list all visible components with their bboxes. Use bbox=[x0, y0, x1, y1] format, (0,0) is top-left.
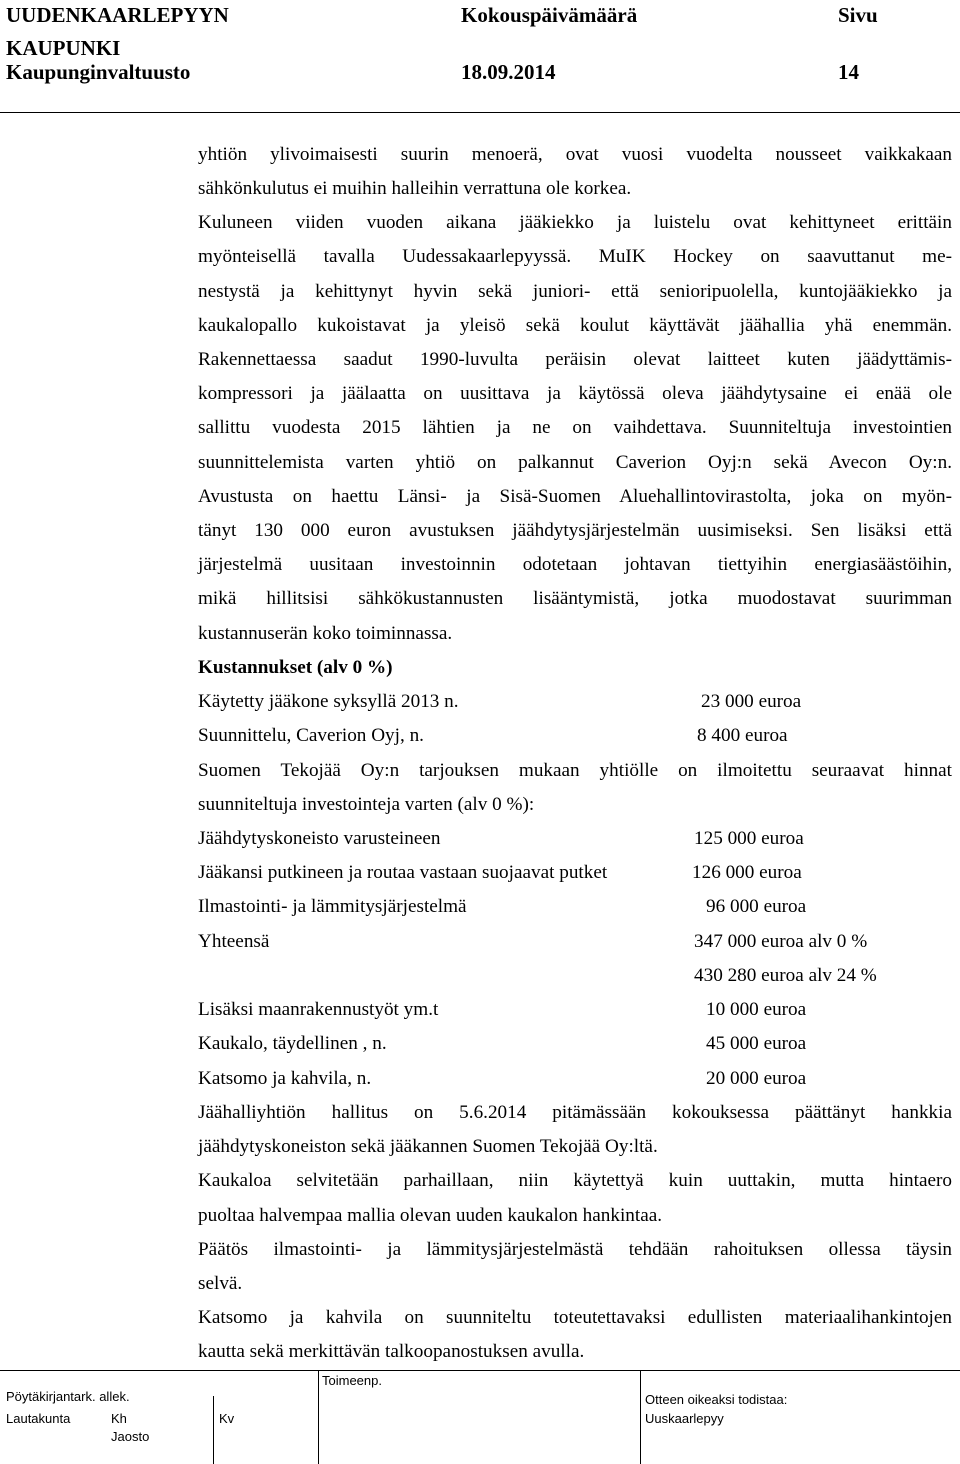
offer-item-amount: 96 000 euroa bbox=[706, 896, 807, 917]
body-line: Kaukaloa selvitetään parhaillaan, niin käytettyä kuin uuttakin, mutta hintaero bbox=[198, 1170, 952, 1191]
meeting-date: 18.09.2014 bbox=[461, 60, 556, 84]
body-line: mikä hillitsisi sähkökustannusten lisääntymistä, jotka muodostavat suurimman bbox=[198, 588, 952, 609]
body-line: selvä. bbox=[198, 1273, 243, 1294]
org-name-line2: KAUPUNKI bbox=[6, 36, 121, 60]
body-line: kustannuserän koko toiminnassa. bbox=[198, 623, 453, 644]
offer-item-label: Ilmastointi- ja lämmitysjärjestelmä bbox=[198, 896, 467, 917]
footer-col-kh: Kh bbox=[111, 1411, 127, 1426]
footer-col-board: Lautakunta bbox=[6, 1411, 71, 1426]
footer-city: Uuskaarlepyy bbox=[645, 1411, 724, 1426]
cost-amount: 23 000 euroa bbox=[701, 691, 802, 712]
body-line: kompressori ja jäälaatta on uusittava ja käytössä oleva jäähdytysaine ei enää ole bbox=[198, 383, 952, 404]
footer-col-kv: Kv bbox=[219, 1411, 235, 1426]
page-number: 14 bbox=[838, 60, 859, 84]
offer-item-amount: 125 000 euroa bbox=[694, 828, 804, 849]
cost-label: Suunnittelu, Caverion Oyj, n. bbox=[198, 725, 424, 746]
cost-label: Käytetty jääkone syksyllä 2013 n. bbox=[198, 691, 459, 712]
footer-divider bbox=[318, 1370, 319, 1464]
offer-total-label: Yhteensä bbox=[198, 931, 270, 952]
footer-col-section: Jaosto bbox=[111, 1429, 150, 1444]
offer-item-amount: 45 000 euroa bbox=[706, 1033, 807, 1054]
body-line: yhtiön ylivoimaisesti suurin menoerä, ovat vuosi vuodelta nousseet vaikkakaan bbox=[198, 144, 952, 165]
body-line: nestystä ja kehittynyt hyvin sekä juniori- että senioripuolella, kuntojääkiekko ja bbox=[198, 281, 952, 302]
date-label: Kokouspäivämäärä bbox=[461, 3, 638, 27]
body-line: suunnittelemista varten yhtiö on palkannut Caverion Oyj:n sekä Avecon Oy:n. bbox=[198, 452, 952, 473]
offer-item-label: Lisäksi maanrakennustyöt ym.t bbox=[198, 999, 439, 1020]
body-line: myönteisellä tavalla Uudessakaarlepyyssä. MuIK Hockey on saavuttanut me- bbox=[198, 246, 952, 267]
body-line: jäähdytyskoneiston sekä jääkannen Suomen Tekojää Oy:ltä. bbox=[198, 1136, 658, 1157]
body-line: kautta sekä merkittävän talkoopanostuksen avulla. bbox=[198, 1341, 585, 1362]
offer-item-label: Kaukalo, täydellinen , n. bbox=[198, 1033, 387, 1054]
body-line: Kuluneen viiden vuoden aikana jääkiekko ja luistelu ovat kehittyneet erittäin bbox=[198, 212, 952, 233]
body-line: kaukalopallo kukoistavat ja yleisö sekä koulut käyttävät jäähallia yhä enemmän. bbox=[198, 315, 952, 336]
offer-item-label: Jääkansi putkineen ja routaa vastaan suojaavat putket bbox=[198, 862, 608, 883]
body-line: Suomen Tekojää Oy:n tarjouksen mukaan yhtiölle on ilmoitettu seuraavat hinnat bbox=[198, 760, 952, 781]
body-line: suunniteltuja investointeja varten (alv 0 %): bbox=[198, 794, 535, 815]
header-divider bbox=[0, 112, 960, 113]
offer-total-amount: 347 000 euroa alv 0 % bbox=[694, 931, 868, 952]
body-line: sähkönkulutus ei muihin halleihin verrattuna ole korkea. bbox=[198, 178, 632, 199]
org-name-line1: UUDENKAARLEPYYN bbox=[6, 3, 229, 27]
body-line: järjestelmä uusitaan investoinnin odotetaan johtavan tiettyihin energiasäästöihin, bbox=[198, 554, 952, 575]
footer-divider bbox=[213, 1396, 214, 1464]
cost-amount: 8 400 euroa bbox=[697, 725, 788, 746]
body-line: puoltaa halvempaa mallia olevan uuden kaukalon hankintaa. bbox=[198, 1205, 663, 1226]
body-line: tänyt 130 000 euron avustuksen jäähdytysjärjestelmän uusimiseksi. Sen lisäksi että bbox=[198, 520, 952, 541]
body-line: Katsomo ja kahvila on suunniteltu toteutettavaksi edullisten materiaalihankintojen bbox=[198, 1307, 952, 1328]
offer-item-label: Jäähdytyskoneisto varusteineen bbox=[198, 828, 441, 849]
footer-top-rule bbox=[0, 1370, 960, 1371]
offer-item-label: Katsomo ja kahvila, n. bbox=[198, 1068, 372, 1089]
page-label: Sivu bbox=[838, 3, 878, 27]
offer-item-amount: 10 000 euroa bbox=[706, 999, 807, 1020]
minutes-checkers-label: Pöytäkirjantark. allek. bbox=[6, 1389, 130, 1404]
meeting-body: Kaupunginvaltuusto bbox=[6, 60, 191, 84]
costs-heading: Kustannukset (alv 0 %) bbox=[198, 657, 393, 678]
footer-action-label: Toimeenp. bbox=[322, 1373, 382, 1388]
footer-divider bbox=[640, 1370, 641, 1464]
body-line: Jäähalliyhtiön hallitus on 5.6.2014 pitämässään kokouksessa päättänyt hankkia bbox=[198, 1102, 952, 1123]
body-line: Avustusta on haettu Länsi- ja Sisä-Suomen Aluehallintovirastolta, joka on myön- bbox=[198, 486, 952, 507]
offer-item-amount: 126 000 euroa bbox=[692, 862, 802, 883]
offer-total-vat-amount: 430 280 euroa alv 24 % bbox=[694, 965, 877, 986]
body-line: sallittu vuodesta 2015 lähtien ja ne on vaihdettava. Suunniteltuja investointien bbox=[198, 417, 952, 438]
footer-certified-label: Otteen oikeaksi todistaa: bbox=[645, 1392, 788, 1407]
body-line: Päätös ilmastointi- ja lämmitysjärjestelmästä tehdään rahoituksen ollessa täysin bbox=[198, 1239, 952, 1260]
body-line: Rakennettaessa saadut 1990-luvulta peräisin olevat laitteet kuten jäädyttämis- bbox=[198, 349, 952, 370]
offer-item-amount: 20 000 euroa bbox=[706, 1068, 807, 1089]
